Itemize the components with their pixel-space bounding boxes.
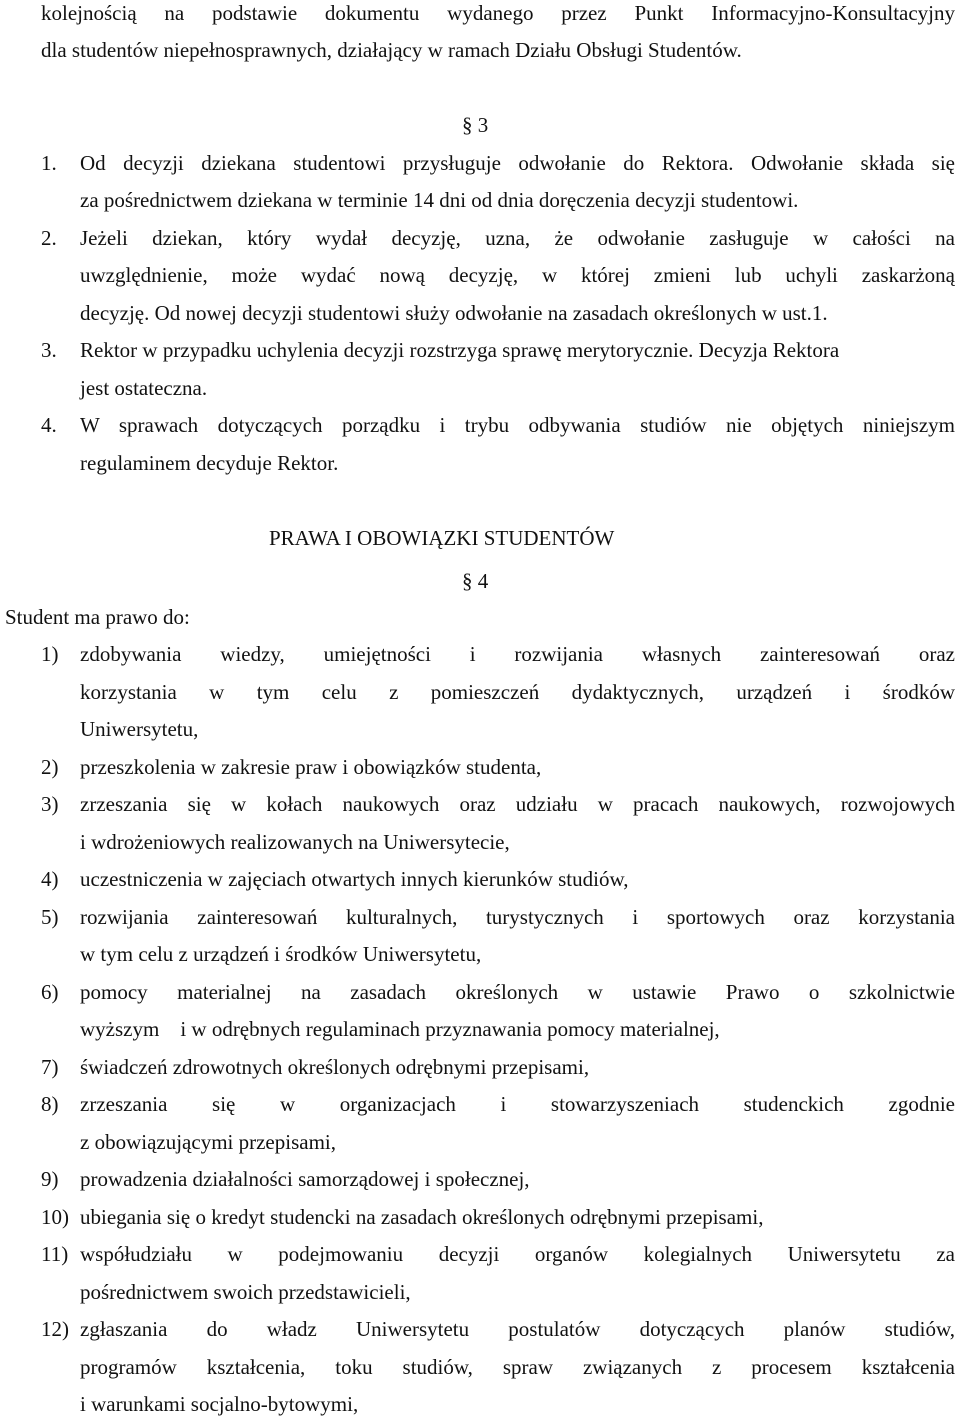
rights-item-2-line-1: przeszkolenia w zakresie praw i obowiązków studenta, xyxy=(80,755,542,779)
s3-item-2-line-1: Jeżeli dziekan, który wydał decyzję, uzna, że odwołanie zasługuje w całości na xyxy=(80,226,955,250)
rights-item-1-line-2: korzystania w tym celu z pomieszczeń dydaktycznych, urządzeń i środków xyxy=(80,680,955,704)
rights-item-6-line-1: pomocy materialnej na zasadach określonych w ustawie Prawo o szkolnictwie xyxy=(80,980,955,1004)
s3-item-4-number: 4. xyxy=(41,413,57,437)
rights-item-3-line-2: i wdrożeniowych realizowanych na Uniwersytecie, xyxy=(80,830,510,854)
intro-line-1: kolejnością na podstawie dokumentu wydanego przez Punkt Informacyjno-Konsultacyjny xyxy=(41,1,955,25)
rights-item-7-line-1: świadczeń zdrowotnych określonych odrębnymi przepisami, xyxy=(80,1055,590,1079)
rights-item-8-line-1: zrzeszania się w organizacjach i stowarzyszeniach studenckich zgodnie xyxy=(80,1092,955,1116)
rights-item-10-number: 10) xyxy=(41,1205,69,1229)
s3-item-3-number: 3. xyxy=(41,338,57,362)
rights-item-1-line-3: Uniwersytetu, xyxy=(80,717,199,741)
s3-item-4-line-1: W sprawach dotyczących porządku i trybu odbywania studiów nie objętych niniejszym xyxy=(80,413,955,437)
s3-item-1-line-1: Od decyzji dziekana studentowi przysługuje odwołanie do Rektora. Odwołanie składa się xyxy=(80,151,955,175)
rights-item-6-number: 6) xyxy=(41,980,59,1004)
intro-line-2: dla studentów niepełnosprawnych, działający w ramach Działu Obsługi Studentów. xyxy=(41,38,742,62)
s3-item-2-line-2: uwzględnienie, może wydać nową decyzję, w której zmieni lub uchyli zaskarżoną xyxy=(80,263,955,287)
rights-item-4-number: 4) xyxy=(41,867,59,891)
rights-item-12-number: 12) xyxy=(41,1317,69,1341)
rights-item-5-line-2: w tym celu z urządzeń i środków Uniwersytetu, xyxy=(80,942,482,966)
rights-item-3-number: 3) xyxy=(41,792,59,816)
rights-item-12-line-3: i warunkami socjalno-bytowymi, xyxy=(80,1392,359,1416)
rights-title: PRAWA I OBOWIĄZKI STUDENTÓW xyxy=(269,526,615,550)
rights-item-4-line-1: uczestniczenia w zajęciach otwartych innych kierunków studiów, xyxy=(80,867,629,891)
rights-item-2-number: 2) xyxy=(41,755,59,779)
rights-item-9-number: 9) xyxy=(41,1167,59,1191)
s3-item-2-line-3: decyzję. Od nowej decyzji studentowi służy odwołanie na zasadach określonych w ust.1. xyxy=(80,301,828,325)
rights-item-12-line-2: programów kształcenia, toku studiów, spraw związanych z procesem kształcenia xyxy=(80,1355,955,1379)
s3-item-1-number: 1. xyxy=(41,151,57,175)
rights-item-8-number: 8) xyxy=(41,1092,59,1116)
rights-item-9-line-1: prowadzenia działalności samorządowej i społecznej, xyxy=(80,1167,530,1191)
rights-item-3-line-1: zrzeszania się w kołach naukowych oraz udziału w pracach naukowych, rozwojowych xyxy=(80,792,955,816)
s3-item-2-number: 2. xyxy=(41,226,57,250)
rights-item-11-line-2: pośrednictwem swoich przedstawicieli, xyxy=(80,1280,411,1304)
s3-item-3-line-2: jest ostateczna. xyxy=(80,376,208,400)
s3-item-4-line-2: regulaminem decyduje Rektor. xyxy=(80,451,339,475)
rights-lead: Student ma prawo do: xyxy=(5,605,190,629)
rights-item-1-number: 1) xyxy=(41,642,59,666)
rights-item-6-line-2: wyższym i w odrębnych regulaminach przyznawania pomocy materialnej, xyxy=(80,1017,720,1041)
rights-item-11-line-1: współudziału w podejmowaniu decyzji organów kolegialnych Uniwersytetu za xyxy=(80,1242,955,1266)
rights-item-5-number: 5) xyxy=(41,905,59,929)
section-3-heading: § 3 xyxy=(462,113,489,137)
rights-item-12-line-1: zgłaszania do władz Uniwersytetu postulatów dotyczących planów studiów, xyxy=(80,1317,955,1341)
rights-item-5-line-1: rozwijania zainteresowań kulturalnych, turystycznych i sportowych oraz korzystania xyxy=(80,905,955,929)
rights-item-11-number: 11) xyxy=(41,1242,69,1266)
rights-item-8-line-2: z obowiązującymi przepisami, xyxy=(80,1130,336,1154)
s3-item-3-line-1: Rektor w przypadku uchylenia decyzji rozstrzyga sprawę merytorycznie. Decyzja Rektora xyxy=(80,338,840,362)
s3-item-1-line-2: za pośrednictwem dziekana w terminie 14 dni od dnia doręczenia decyzji studentowi. xyxy=(80,188,799,212)
section-4-heading: § 4 xyxy=(462,569,489,593)
rights-item-1-line-1: zdobywania wiedzy, umiejętności i rozwijania własnych zainteresowań oraz xyxy=(80,642,955,666)
rights-item-7-number: 7) xyxy=(41,1055,59,1079)
rights-item-10-line-1: ubiegania się o kredyt studencki na zasadach określonych odrębnymi przepisami, xyxy=(80,1205,764,1229)
